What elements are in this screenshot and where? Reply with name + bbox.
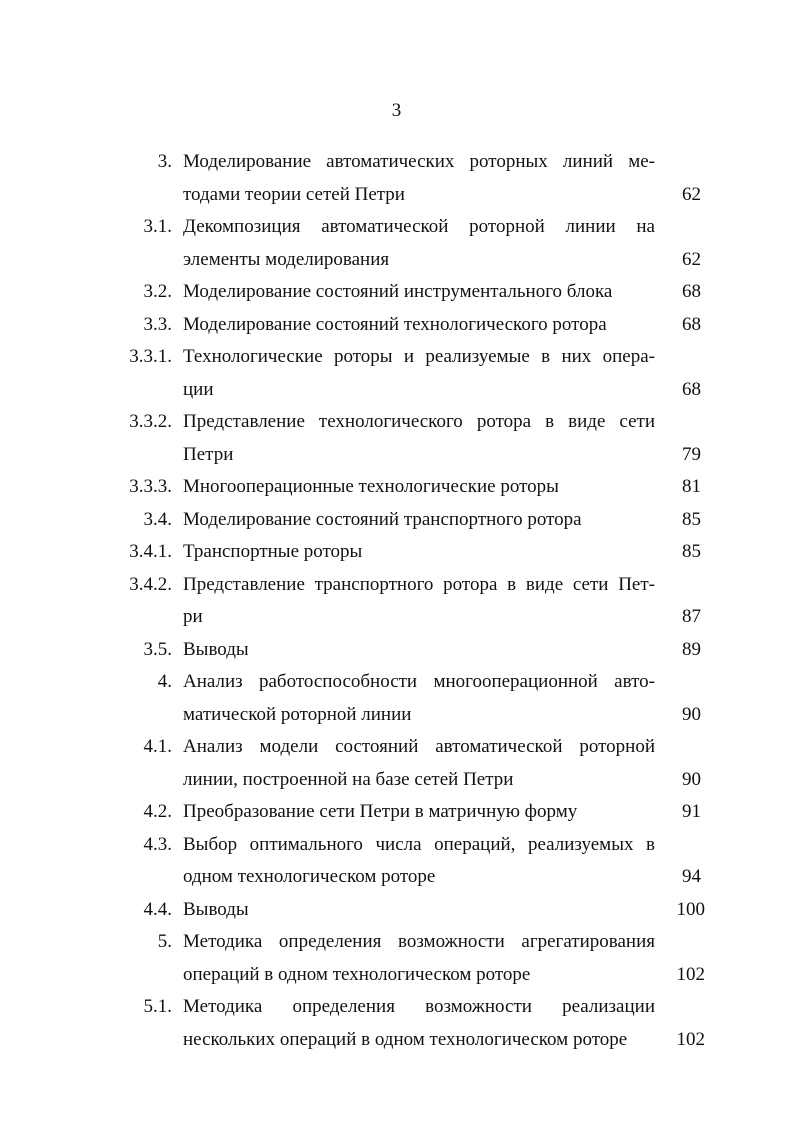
toc-entry-page: 94 bbox=[682, 866, 701, 887]
toc-entry-title-line: Анализ модели состояний автоматической роторной bbox=[183, 736, 655, 757]
toc-entry-number: 3.1. bbox=[143, 216, 172, 237]
toc-entry-title-line: Декомпозиция автоматической роторной линии на bbox=[183, 216, 655, 237]
toc-entry-number: 3.3.2. bbox=[129, 411, 172, 432]
toc-entry-page: 100 bbox=[676, 898, 705, 920]
toc-entry bbox=[0, 146, 793, 211]
toc-entry bbox=[0, 991, 793, 1056]
toc-entry-title-line: Моделирование состояний технологического ротора bbox=[183, 313, 607, 335]
toc-entry bbox=[0, 341, 793, 406]
toc-entry bbox=[0, 926, 793, 991]
toc-entry-title-line: элементы моделирования bbox=[183, 248, 390, 270]
toc-entry bbox=[0, 666, 793, 731]
toc-entry-page: 68 bbox=[682, 378, 701, 400]
toc-entry bbox=[0, 569, 793, 634]
toc-entry-number: 3.5. bbox=[143, 638, 172, 660]
toc-entry-page: 85 bbox=[682, 541, 701, 562]
page-number: 3 bbox=[391, 100, 402, 121]
toc-entry-title-line: ри bbox=[183, 606, 203, 627]
toc-entry-title bbox=[183, 146, 655, 211]
toc-entry bbox=[0, 471, 793, 504]
toc-entry-title bbox=[183, 406, 655, 471]
toc-entry-number: 3.3. bbox=[143, 313, 172, 335]
toc-entry-title-line: нескольких операций в одном технологическом роторе bbox=[183, 1028, 628, 1050]
toc-entry-number: 5.1. bbox=[143, 996, 172, 1017]
toc-entry-title bbox=[183, 731, 655, 796]
toc-entry bbox=[0, 276, 793, 309]
toc-entry-title bbox=[183, 211, 655, 276]
toc-entry-title-line: Выводы bbox=[183, 638, 249, 660]
toc-entry-title bbox=[183, 536, 655, 569]
toc-entry-title bbox=[183, 926, 655, 991]
toc-entry-page: 68 bbox=[682, 313, 701, 335]
toc-entry-title-line: Моделирование автоматических роторных линий ме- bbox=[183, 151, 655, 172]
toc-entry bbox=[0, 796, 793, 829]
toc-entry-title-line: Представление транспортного ротора в виде сети Пет- bbox=[183, 573, 655, 595]
toc-entry-title bbox=[183, 471, 655, 504]
toc-entry-title bbox=[183, 796, 655, 829]
toc-entry-title-line: Преобразование сети Петри в матричную форму bbox=[183, 801, 578, 822]
toc-entry-title-line: Методика определения возможности агрегатирования bbox=[183, 931, 655, 952]
toc-entry-page: 62 bbox=[682, 248, 701, 270]
toc-entry-page: 62 bbox=[682, 183, 701, 205]
toc-entry-title-line: одном технологическом роторе bbox=[183, 866, 436, 887]
toc-entry bbox=[0, 634, 793, 667]
toc-entry-number: 3.3.1. bbox=[129, 346, 172, 367]
toc-entry-title bbox=[183, 634, 655, 667]
toc-entry-title bbox=[183, 829, 655, 894]
toc-entry-page: 102 bbox=[676, 963, 705, 985]
toc-entry-title bbox=[183, 276, 655, 309]
toc-entry-title bbox=[183, 504, 655, 537]
toc-entry bbox=[0, 406, 793, 471]
toc-entry-title-line: матической роторной линии bbox=[183, 703, 412, 725]
toc-entry-title-line: Многооперационные технологические роторы bbox=[183, 476, 559, 497]
toc-entry-title-line: Технологические роторы и реализуемые в них опера- bbox=[183, 346, 655, 367]
toc-entry-title-line: Выбор оптимального числа операций, реализуемых в bbox=[183, 833, 655, 855]
toc-entry-number: 3.2. bbox=[143, 281, 172, 302]
toc-entry-page: 91 bbox=[682, 801, 701, 822]
toc-entry-number: 4.4. bbox=[143, 898, 172, 920]
toc-entry-title bbox=[183, 666, 655, 731]
toc-entry-page: 81 bbox=[682, 476, 701, 497]
toc-entry-title-line: ции bbox=[183, 378, 214, 400]
toc-entry-title-line: Транспортные роторы bbox=[183, 541, 363, 562]
table-of-contents bbox=[0, 146, 793, 1056]
toc-entry bbox=[0, 504, 793, 537]
toc-entry-title-line: Представление технологического ротора в виде сети bbox=[183, 411, 655, 432]
toc-entry-title-line: Методика определения возможности реализации bbox=[183, 996, 655, 1017]
toc-entry bbox=[0, 536, 793, 569]
toc-entry-number: 4. bbox=[157, 671, 172, 692]
toc-entry-title bbox=[183, 309, 655, 342]
toc-entry bbox=[0, 894, 793, 927]
toc-entry-number: 4.1. bbox=[143, 736, 172, 757]
toc-entry-page: 102 bbox=[676, 1028, 705, 1050]
toc-entry-title bbox=[183, 569, 655, 634]
toc-entry-page: 90 bbox=[682, 703, 701, 725]
toc-entry-title-line: Выводы bbox=[183, 898, 249, 920]
toc-entry-page: 89 bbox=[682, 638, 701, 660]
toc-entry-title bbox=[183, 894, 655, 927]
toc-entry-title bbox=[183, 341, 655, 406]
toc-entry-number: 3.4.2. bbox=[129, 573, 172, 595]
toc-entry-title-line: Анализ работоспособности многооперационной авто- bbox=[183, 671, 655, 692]
toc-entry-page: 68 bbox=[682, 281, 701, 302]
toc-entry-title-line: операций в одном технологическом роторе bbox=[183, 963, 531, 985]
toc-entry-title-line: Моделирование состояний инструментального блока bbox=[183, 281, 613, 302]
toc-entry-number: 3.3.3. bbox=[129, 476, 172, 497]
toc-entry bbox=[0, 829, 793, 894]
toc-entry-title bbox=[183, 991, 655, 1056]
toc-entry bbox=[0, 309, 793, 342]
toc-entry-number: 3.4. bbox=[143, 508, 172, 530]
toc-entry-number: 4.2. bbox=[143, 801, 172, 822]
toc-entry-title-line: тодами теории сетей Петри bbox=[183, 183, 405, 205]
toc-entry-page: 90 bbox=[682, 768, 701, 790]
toc-entry-number: 3.4.1. bbox=[129, 541, 172, 562]
toc-entry-number: 5. bbox=[157, 931, 172, 952]
toc-entry-page: 85 bbox=[682, 508, 701, 530]
toc-entry-page: 79 bbox=[682, 443, 701, 465]
toc-entry-title-line: Петри bbox=[183, 443, 234, 465]
toc-entry-title-line: линии, построенной на базе сетей Петри bbox=[183, 768, 514, 790]
toc-entry-number: 3. bbox=[157, 151, 172, 172]
toc-entry bbox=[0, 211, 793, 276]
toc-entry-page: 87 bbox=[682, 606, 701, 627]
toc-entry-number: 4.3. bbox=[143, 833, 172, 855]
toc-entry bbox=[0, 731, 793, 796]
toc-entry-title-line: Моделирование состояний транспортного ротора bbox=[183, 508, 582, 530]
